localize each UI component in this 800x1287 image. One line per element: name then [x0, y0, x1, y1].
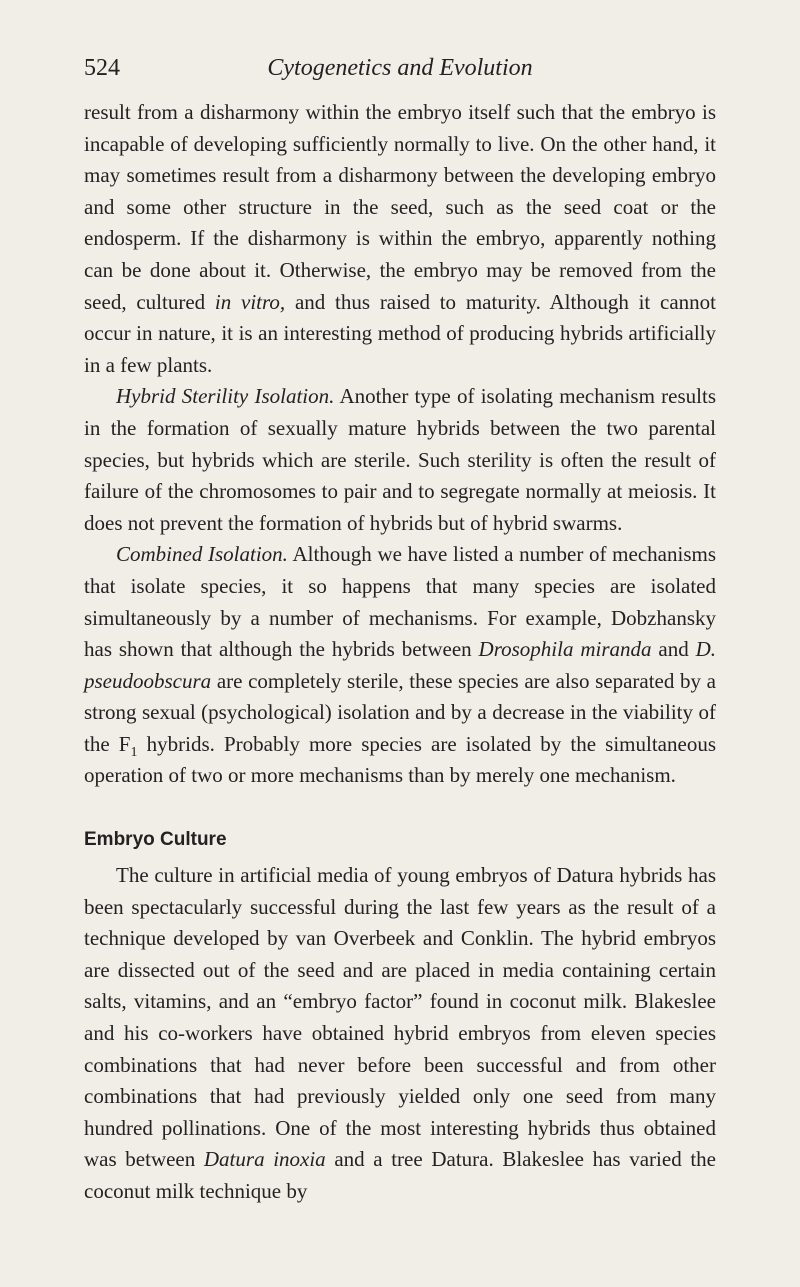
running-title: Cytogenetics and Evolution	[267, 55, 533, 81]
species-name: D. pseudoobscura	[84, 637, 716, 693]
italic-term: in vitro,	[214, 289, 286, 314]
page-number: 524	[84, 55, 120, 81]
paragraph-disharmony: result from a disharmony within the embryo itself such that the embryo is incapable of developing sufficiently normally to live. On the other hand, it may sometimes result from a disharmony between the developing embryo and some other structure in the seed, such as the seed coat or the endosperm. If the disharmony is within the embryo, apparently nothing can be done about it. Otherwise, the embryo may be removed from the seed, cultured in vitro, and thus raised to maturity. Although it cannot occur in nature, it is an interesting method of producing hybrids artificially in a few plants.	[84, 100, 717, 377]
page-header	[84, 50, 716, 86]
paragraph-hybrid-sterility: Hybrid Sterility Isolation. Another type of isolating mechanism results in the formation of sexually mature hybrids between the two parental species, but hybrids which are sterile. Such sterility is often the result of failure of the chromosomes to pair and to segregate normally at meiosis. It does not prevent the formation of hybrids but of hybrid swarms.	[84, 384, 716, 535]
subsection-title: Hybrid Sterility Isolation.	[116, 384, 335, 409]
paragraph-combined-isolation: Combined Isolation. Although we have listed a number of mechanisms that isolate species, it so happens that many species are isolated simultaneously by a number of mechanisms. For example, Dobzhansky has shown that although the hybrids between Drosophila miranda and D. pseudoobscura are completely sterile, these species are also separated by a strong sexual (psychological) isolation and by a decrease in the viability of the $F_1$ hybrids. Probably more species are isolated by the simultaneous operation of two or more mechanisms than by merely one mechanism.	[84, 542, 716, 788]
page-body	[84, 97, 716, 1208]
species-name: Drosophila miranda	[478, 637, 652, 662]
species-name: Datura inoxia	[203, 1147, 326, 1172]
paragraph-embryo-culture: The culture in artificial media of young embryos of Datura hybrids has been spectacularly successful during the last few years as the result of a technique developed by van Overbeek and Conklin. The hybrid embryos are dissected out of the seed and are placed in media containing certain salts, vitamins, and an “embryo factor” found in coconut milk. Blakeslee and his co-workers have obtained hybrid embryos from eleven species combinations that had never before been successful and from other combinations that had previously yielded only one seed from many hundred pollinations. One of the most interesting hybrids thus obtained was between Datura inoxia and a tree Datura. Blakeslee has varied the coconut milk technique by	[84, 863, 716, 1203]
subsection-title: Combined Isolation.	[116, 542, 288, 567]
section-heading: Embryo Culture	[84, 829, 227, 851]
